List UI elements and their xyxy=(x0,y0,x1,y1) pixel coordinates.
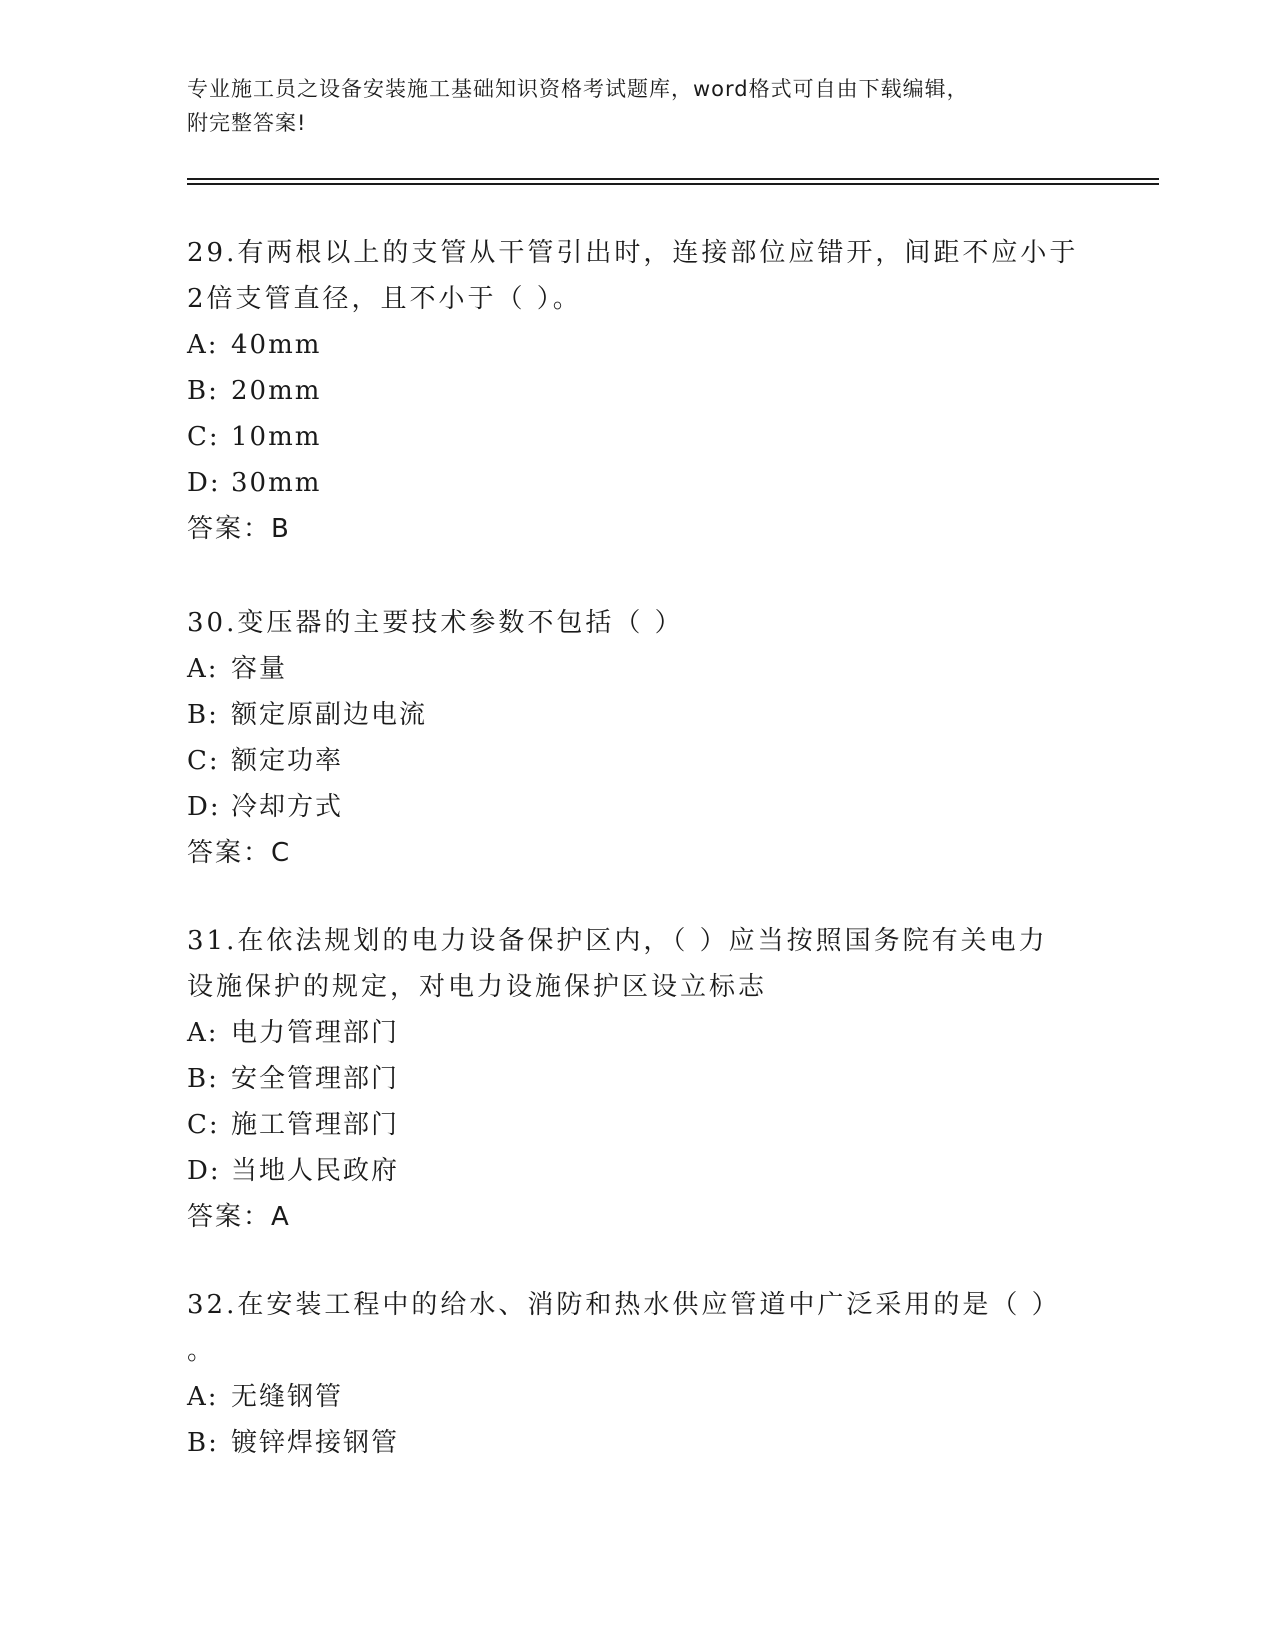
header-line-1: 专业施工员之设备安装施工基础知识资格考试题库，word格式可自由下载编辑， xyxy=(187,77,969,101)
option-c: C: 10mm xyxy=(187,422,322,452)
question-number: 32. xyxy=(187,1290,238,1320)
option-a: A: 容量 xyxy=(187,654,288,684)
option-b: B: 镀锌焊接钢管 xyxy=(187,1428,400,1458)
option-b: B: 安全管理部门 xyxy=(187,1064,400,1094)
option-a: A: 无缝钢管 xyxy=(187,1382,344,1412)
question-text-line-2: 设施保护的规定，对电力设施保护区设立标志 xyxy=(187,972,768,1002)
header-divider-top xyxy=(187,178,1159,180)
option-b: B: 20mm xyxy=(187,376,322,406)
header-divider-bottom xyxy=(187,183,1159,185)
option-d: D: 冷却方式 xyxy=(187,792,344,822)
question-number: 31. xyxy=(187,926,238,956)
option-d: D: 30mm xyxy=(187,468,322,498)
document-header xyxy=(187,72,1087,140)
answer: 答案：C xyxy=(187,838,292,868)
question-number: 29. xyxy=(187,238,238,268)
option-a: A: 电力管理部门 xyxy=(187,1018,400,1048)
option-b: B: 额定原副边电流 xyxy=(187,700,428,730)
question-text-line-2: 。 xyxy=(187,1336,217,1366)
question-number: 30. xyxy=(187,608,238,638)
option-d: D: 当地人民政府 xyxy=(187,1156,400,1186)
answer: 答案：A xyxy=(187,1202,291,1232)
question-text-line-1: 31.在依法规划的电力设备保护区内，（ ）应当按照国务院有关电力 xyxy=(187,926,1048,956)
question-text-line-2: 2倍支管直径，且不小于（ ）。 xyxy=(187,284,582,314)
answer: 答案：B xyxy=(187,514,291,544)
question-32 xyxy=(187,1282,1087,1466)
question-text-line-1: 29.有两根以上的支管从干管引出时，连接部位应错开，间距不应小于 xyxy=(187,238,1079,268)
option-a: A: 40mm xyxy=(187,330,322,360)
question-text-line-1: 32.在安装工程中的给水、消防和热水供应管道中广泛采用的是（ ） xyxy=(187,1290,1061,1320)
header-line-2: 附完整答案! xyxy=(187,111,307,135)
question-31 xyxy=(187,918,1087,1240)
question-30 xyxy=(187,600,1087,876)
question-text-line-1: 30.变压器的主要技术参数不包括（ ） xyxy=(187,608,684,638)
option-c: C: 额定功率 xyxy=(187,746,344,776)
question-29 xyxy=(187,230,1087,552)
option-c: C: 施工管理部门 xyxy=(187,1110,400,1140)
